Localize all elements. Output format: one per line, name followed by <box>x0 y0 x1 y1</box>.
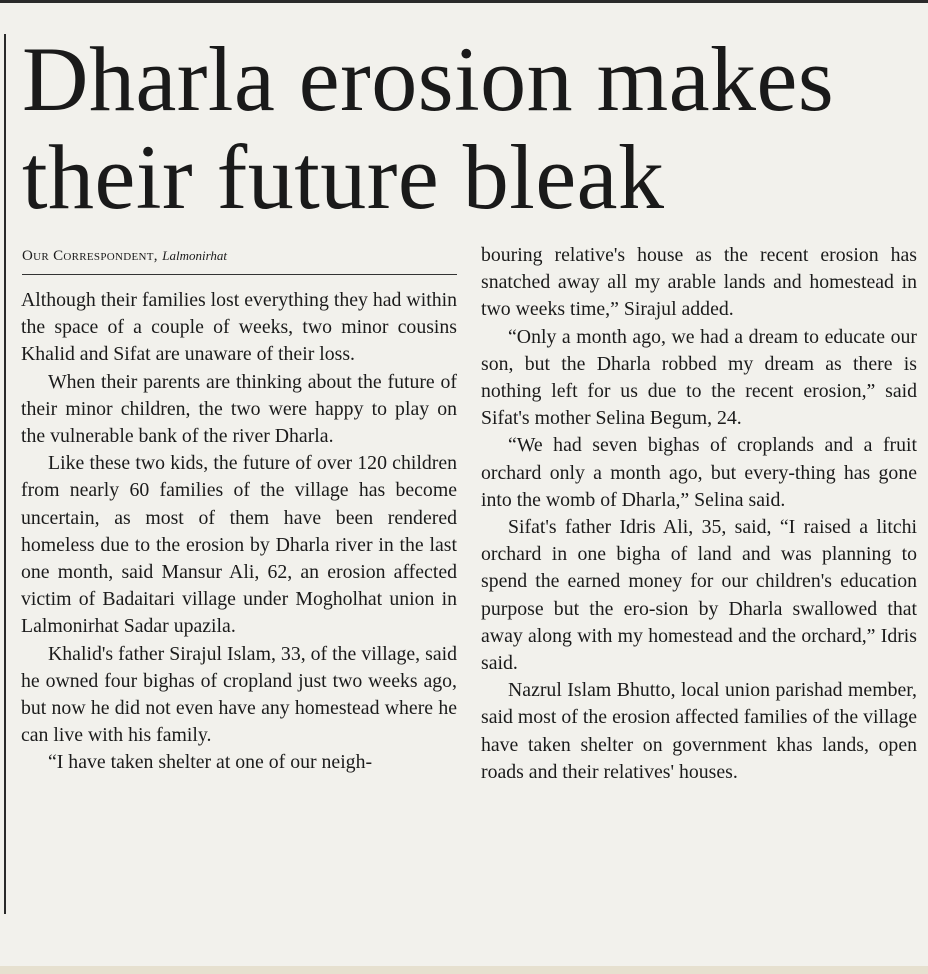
byline <box>22 248 457 264</box>
paragraph: Sifat's father Idris Ali, 35, said, “I raised a litchi orchard in one bigha of land and was planning to spend the earned money for our children's education purpose but the ero-sion by Dharla swallowed that away along with my homestead and the orchard,” Idris said. <box>481 516 917 675</box>
paragraph: Like these two kids, the future of over 120 children from nearly 60 families of the village has become uncertain, as most of them have been rendered homeless due to the erosion by Dharla river in the last one month, said Mansur Ali, 62, an erosion affected victim of Badaitari village under Mogholhat union in Lalmonirhat Sadar upazila. <box>21 452 457 638</box>
byline-rule <box>22 274 457 275</box>
article-column-2 <box>481 242 917 786</box>
paragraph: “We had seven bighas of croplands and a fruit orchard only a month ago, but every-thing has gone into the womb of Dharla,” Selina said. <box>481 434 917 511</box>
paragraph: Khalid's father Sirajul Islam, 33, of the village, said he owned four bighas of cropland just two weeks ago, but now he did not even have any homestead where he can live with his family. <box>21 642 457 747</box>
paragraph: Nazrul Islam Bhutto, local union parishad member, said most of the erosion affected families of the village have taken shelter on government khas lands, open roads and their relatives' houses. <box>481 679 917 783</box>
paragraph: Although their families lost everything they had within the space of a couple of weeks, two minor cousins Khalid and Sifat are unaware of their loss. <box>21 289 457 366</box>
byline-location: Lalmonirhat <box>162 248 228 263</box>
bottom-edge <box>0 966 928 974</box>
top-border-rule <box>0 0 928 3</box>
article-column-1 <box>21 287 457 777</box>
paragraph: When their parents are thinking about the future of their minor children, the two were happy to play on the vulnerable bank of the river Dharla. <box>21 370 457 448</box>
paragraph: “I have taken shelter at one of our neigh- <box>48 751 373 774</box>
left-border-rule <box>4 34 6 914</box>
paragraph: “Only a month ago, we had a dream to educate our son, but the Dharla robbed my dream as there is nothing left for us due to the recent erosion,” said Sifat's mother Selina Begum, 24. <box>481 325 917 430</box>
paragraph: bouring relative's house as the recent erosion has snatched away all my arable lands and homestead in two weeks time,” Sirajul added. <box>481 244 917 321</box>
headline: Dharla erosion makes their future bleak <box>22 28 835 228</box>
byline-correspondent: Our Correspondent, <box>22 248 158 264</box>
